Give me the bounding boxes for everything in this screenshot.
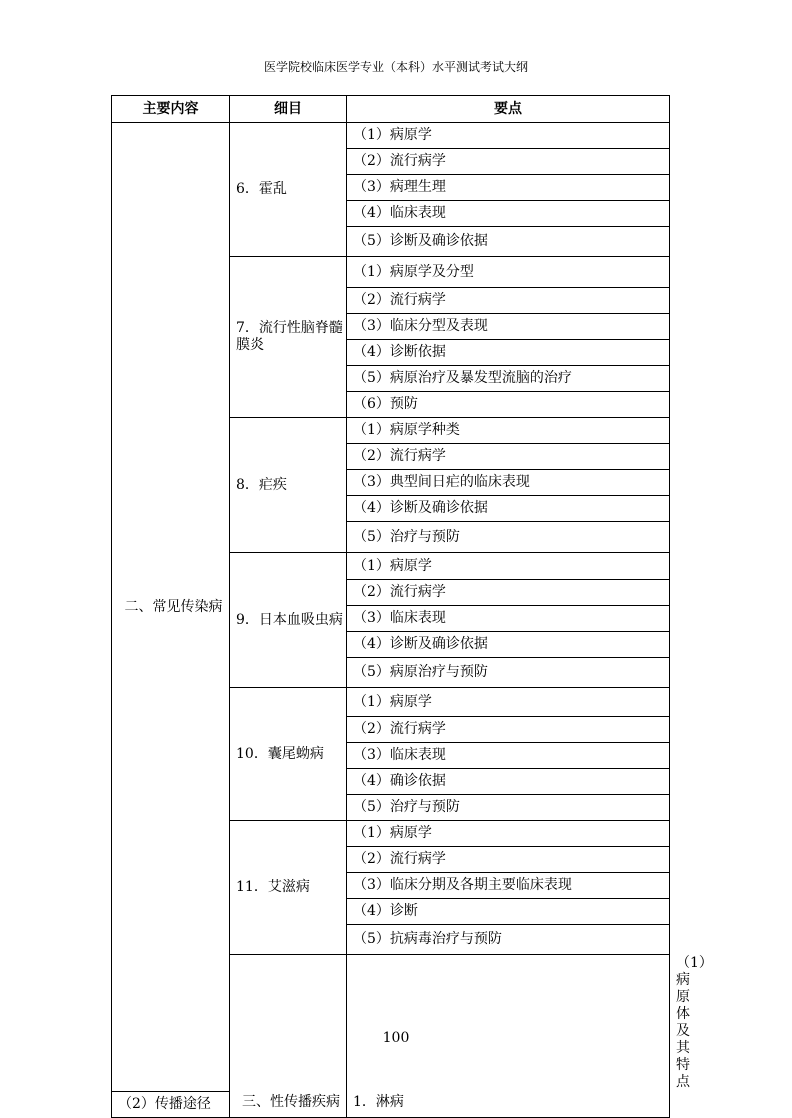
point-cell: （5）抗病毒治疗与预防: [347, 925, 670, 955]
detail-cell: 11．艾滋病: [230, 821, 347, 955]
point-cell: （2）流行病学: [347, 717, 670, 743]
point-cell: （5）治疗与预防: [347, 795, 670, 821]
column-header-main: 主要内容: [112, 96, 230, 123]
point-cell: （4）确诊依据: [347, 769, 670, 795]
point-cell: （5）诊断及确诊依据: [347, 227, 670, 257]
point-cell: （2）传播途径: [112, 1092, 230, 1118]
detail-cell: 8．疟疾: [230, 418, 347, 553]
point-cell: （4）诊断及确诊依据: [347, 496, 670, 522]
point-cell: （3）典型间日疟的临床表现: [347, 470, 670, 496]
detail-cell: 6．霍乱: [230, 123, 347, 257]
table-header-row: [112, 96, 670, 123]
detail-cell: 1．淋病: [347, 955, 670, 1118]
point-cell: （2）流行病学: [347, 149, 670, 175]
point-cell: （2）流行病学: [347, 847, 670, 873]
point-cell: （2）流行病学: [347, 288, 670, 314]
point-cell: （2）流行病学: [347, 444, 670, 470]
point-cell: （4）诊断: [347, 899, 670, 925]
point-cell: （5）病原治疗与预防: [347, 658, 670, 688]
point-cell: （6）预防: [347, 392, 670, 418]
point-cell: （4）诊断依据: [347, 340, 670, 366]
point-cell: （1）病原学: [347, 123, 670, 149]
column-header-detail: 细目: [230, 96, 347, 123]
main-content-cell: 二、常见传染病: [112, 123, 230, 1092]
point-cell: （2）流行病学: [347, 580, 670, 606]
detail-cell: 10．囊尾蚴病: [230, 688, 347, 821]
syllabus-table: [111, 95, 713, 1118]
point-cell: （3）临床表现: [347, 743, 670, 769]
page-number: 100: [382, 1030, 410, 1046]
point-cell: （1）病原学: [347, 553, 670, 580]
column-header-points: 要点: [347, 96, 670, 123]
point-cell: （4）诊断及确诊依据: [347, 632, 670, 658]
point-cell: （1）病原学: [347, 688, 670, 717]
table-row: 三、性传播疾病 1．淋病 （1）病原体及其特点: [112, 955, 670, 1092]
point-cell: （3）临床分型及表现: [347, 314, 670, 340]
detail-cell: 7．流行性脑脊髓膜炎: [230, 257, 347, 418]
page-header-title: 医学院校临床医学专业（本科）水平测试考试大纲: [263, 60, 528, 74]
point-cell: （3）临床分期及各期主要临床表现: [347, 873, 670, 899]
point-cell: （5）治疗与预防: [347, 522, 670, 553]
point-cell: （5）病原治疗及暴发型流脑的治疗: [347, 366, 670, 392]
point-cell: （1）病原学及分型: [347, 257, 670, 288]
point-cell: （1）病原学种类: [347, 418, 670, 444]
detail-cell: 9．日本血吸虫病: [230, 553, 347, 688]
point-cell: （3）临床表现: [347, 606, 670, 632]
point-cell: （1）病原学: [347, 821, 670, 847]
point-cell: （3）病理生理: [347, 175, 670, 201]
main-content-cell: 三、性传播疾病: [230, 955, 347, 1118]
table-row: [112, 123, 670, 149]
point-cell: （4）临床表现: [347, 201, 670, 227]
